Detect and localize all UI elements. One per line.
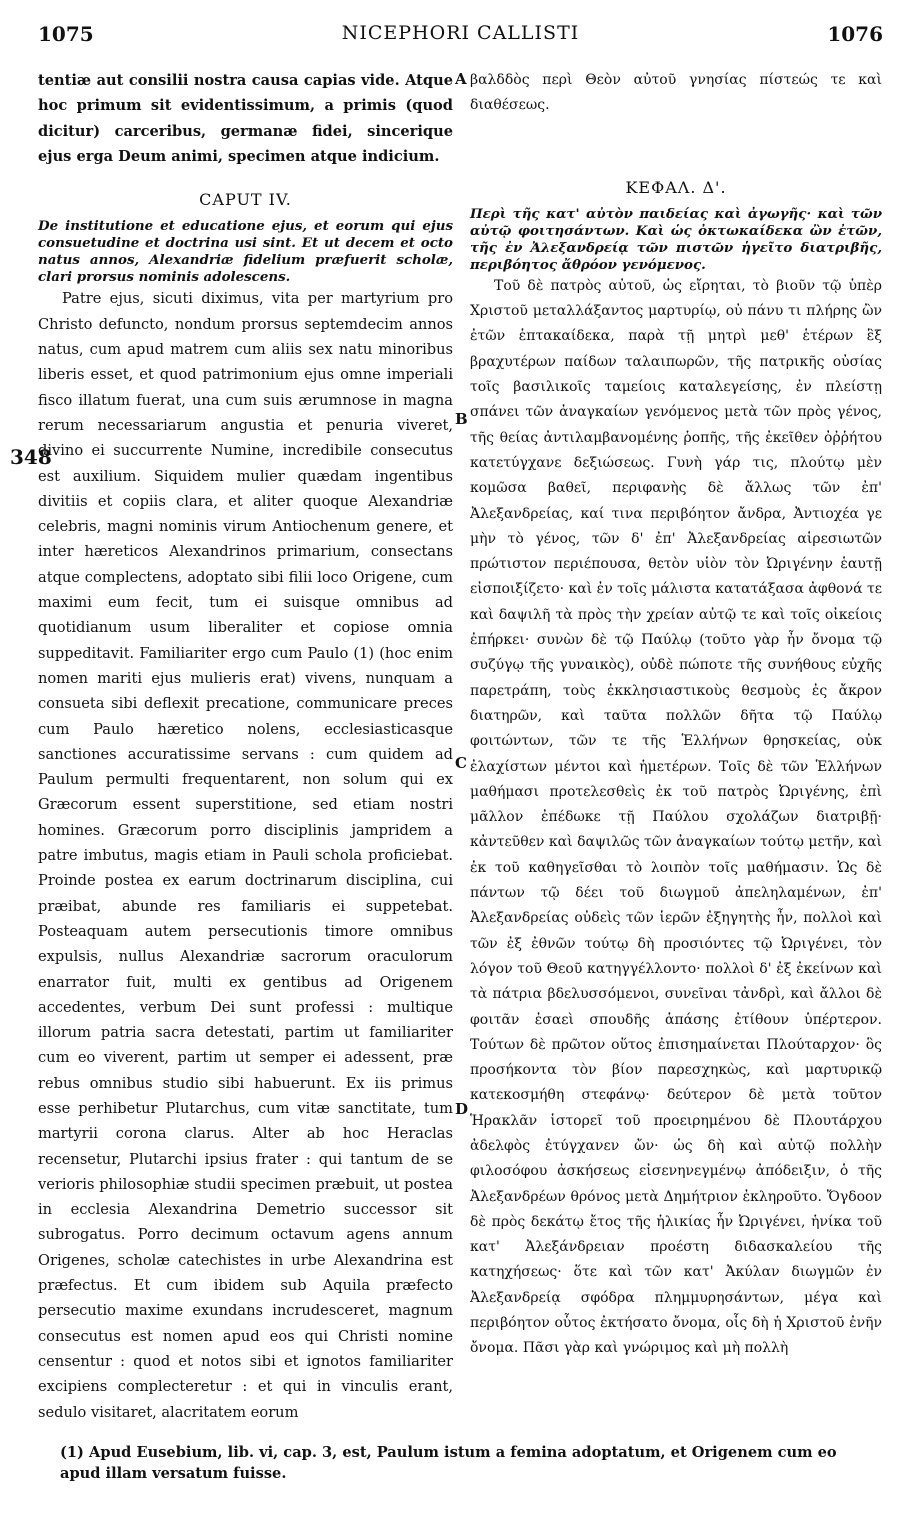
latin-chapter-heading: CAPUT IV.	[199, 190, 292, 210]
greek-chapter-summary: Περὶ τῆς κατ' αὐτὸν παιδείας καὶ ἀγωγῆς· καὶ τῶν αὐτῷ φοιτησάντων. Καὶ ὡς ὀκτωκαίδεκα ὢν ἐτῶν, τῆς ἐν Ἀλεξανδρείᾳ τῶν πιστῶν ἡγεῖτο διατριβῆς, περιβόητος ἄθρόον γενόμενος.	[470, 205, 882, 273]
latin-body: Patre ejus, sicuti diximus, vita per martyrium pro Christo defuncto, nondum prorsus septemdecim annos natus, cum apud matrem cum aliis sex natu minoribus liberis esset, et quod patrimonium ejus omne imperiali fisco illatum fuerat, una cum suis ærumnose in magna rerum necessariarum angustia et penuria viveret, divino ei succurrente Numine, incredibile consecutus est auxilium. Siquidem mulier quædam ingentibus divitiis et copiis clara, et aliter quoque Alexandriæ celebris, magni nominis virum Antiochenum genere, et inter hæreticos Alexandrinos primarium, consectans atque complectens, adoptato sibi filii loco Origene, cum maximi eum fecit, tum ei suisque omnibus ad quotidianum usum liberaliter et copiose omnia suppeditavit. Familiariter ergo cum Paulo (1) (hoc enim nomen mariti ejus mulieris erat) vivens, nunquam a consueta sibi deflexit precatione, communicare preces cum Paulo hæretico nolens, ecclesiasticasque sanctiones accuratissime servans : cum quidem ad Paulum permulti frequentarent, non solum qui ex Græcorum essent superstitione, sed etiam nostri homines. Græcorum porro disciplinis jampridem a patre imbutus, magis etiam in Pauli schola proficiebat. Proinde postea ex earum doctrinarum disciplina, cui præibat, abunde res familiaris ei suppetebat. Posteaquam autem persecutionis timore omnibus expulsis, nullus Alexandriæ sacrorum oraculorum enarrator fuit, multi ex gentibus ad Origenem accedentes, verbum Dei sunt professi : multique illorum patria sacra detestati, partim ut familiariter cum eo viverent, partim ut semper ei adessent, præ rebus omnibus studio sibi habuerunt. Ex iis primus esse perhibetur Plutarchus, cum vitæ sanctitate, tum martyrii corona clarus. Alter ab hoc Heraclas recensetur, Plutarchi ipsius frater : qui tantum de se verioris philosophiæ studii specimen præbuit, ut postea in ecclesia Alexandrina Demetrio successor sit subrogatus. Porro decimum octavum agens annum Origenes, scholæ catechistes in urbe Alexandrina est præfectus. Et cum ibidem sub Aquila præfecto persecutio maxime exundans incrudesceret, magnum consecutus est nomen apud eos qui Christi nomine censentur : quod et notos sibi et ignotos familiariter excipiens complecteretur : et qui in vinculis erant, sedulo visitaret, alacritatem eorum	[38, 290, 453, 1421]
margin-letter-a: A	[455, 70, 467, 88]
page-number-left: 1075	[38, 22, 94, 46]
page-number-right: 1076	[827, 22, 883, 46]
latin-intro: tentiæ aut consilii nostra causa capias vide. Atque hoc primum sit evidentissimum, a primis (quod dicitur) carceribus, germanæ fidei, sincerique ejus erga Deum animi, specimen atque indicium.	[38, 72, 453, 165]
page-header	[38, 22, 883, 52]
latin-chapter-summary: De institutione et educatione ejus, et eorum qui ejus consuetudine et doctrina usi sint. Et ut decem et octo natus annos, Alexandriæ fidelium præfuerit scholæ, clari prorsus nominis adolescens.	[38, 218, 453, 286]
greek-body: Τοῦ δὲ πατρὸς αὐτοῦ, ὡς εἴρηται, τὸ βιοῦν τῷ ὑπὲρ Χριστοῦ μεταλλάξαντος μαρτυρίῳ, οὐ πάνυ τι πλήρης ὢν ἐτῶν ἑπτακαίδεκα, παρὰ τῇ μητρὶ μεθ' ἑτέρων ἓξ βραχυτέρων παίδων ταλαιπωρῶν, τῆς πατρικῆς οὐσίας τοῖς βασιλικοῖς ταμείοις καταλεγείσης, ἐν πλείστῃ σπάνει τῶν ἀναγκαίων γενόμενος μετὰ τῶν πρὸς γένος, τῆς θείας ἀντιλαμβανομένης ῥοπῆς, τῆς ἐκεῖθεν ὀῤῥήτου κατετύγχανε δεξιώσεως. Γυνὴ γάρ τις, πλούτῳ μὲν κομῶσα βαθεῖ, περιφανὴς δὲ ἄλλως τῶν ἐπ' Ἀλεξανδρείας, καί τινα περιβόητον ἄνδρα, Ἀντιοχέα γε μὴν τὸ γένος, τῶν δ' ἐπ' Ἀλεξανδρείας αἱρεσιωτῶν πρώτιστον περιέπουσα, θετὸν υἱὸν τὸν Ὠριγένην ἑαυτῇ εἰσποιξίζετο· καὶ ἐν τοῖς μάλιστα κατατάξασα ἀφθονά τε καὶ δαψιλῆ τὰ πρὸς τὴν χρείαν αὐτῷ τε καὶ τοῖς οἰκείοις ἐπήρκει· συνὼν δὲ τῷ Παύλῳ (τοῦτο γὰρ ἦν ὄνομα τῷ συζύγῳ τῆς γυναικὸς), οὐδὲ πώποτε τῆς συνήθους εὐχῆς παρετράπη, τοὺς ἐκκλησιαστικοὺς θεσμοὺς ἐς ἄκρον διατηρῶν, καὶ ταῦτα πολλῶν δῆτα τῷ Παύλῳ φοιτώντων, τῶν τε τῆς Ἑλλήνων θρησκείας, οὐκ ἐλαχίστων μέντοι καὶ ἡμετέρων. Τοῖς δὲ τῶν Ἑλλήνων μαθήμασι προτελεσθεὶς ἐκ τοῦ πατρὸς Ὠριγένης, ἐπὶ μᾶλλον ἐπέδωκε τῇ Παύλου σχολάζων διατριβῇ· κἀντεῦθεν καὶ δαψιλῶς τῶν ἀναγκαίων τούτῳ μετῆν, καὶ ἐκ τοῦ καθηγεῖσθαι τὸ λοιπὸν τοῖς μαθήμασιν. Ὡς δὲ πάντων τῷ δέει τοῦ διωγμοῦ ἀπεληλαμένων, ἐπ' Ἀλεξανδρείας οὐδεὶς τῶν ἱερῶν ἐξηγητὴς ἦν, πολλοὶ καὶ τῶν ἐξ ἐθνῶν τούτῳ δὴ προσιόντες τῷ Ὠριγένει, τὸν λόγον τοῦ Θεοῦ κατηγγέλλοντο· πολλοὶ δ' ἐξ ἐκείνων καὶ τὰ πάτρια βδελυσσόμενοι, συνεῖναι τἀνδρὶ, καὶ ἄλλοι δὲ φοιτᾶν ἐσαεὶ σπουδῆς ἁπάσης ἐτίθουν ὑπέρτερον. Τούτων δὲ πρῶτον οὕτος ἐπισημαίνεται Πλούταρχον· ὃς προσήκοντα τὸν βίον παρεσχηκὼς, καὶ μαρτυρικῷ κατεκοσμήθη στεφάνῳ· δεύτερον δὲ μετὰ τοῦτον Ἡρακλᾶν ἱστορεῖ τοῦ προειρημένου δὲ Πλουτάρχου ἀδελφὸς ἐτύγχανεν ὤν· ὡς δὴ καὶ αὐτῷ πολλὴν φιλοσόφου ἀσκήσεως εἰσενηνεγμένῳ ἀπόδειξιν, ὁ τῆς Ἀλεξανδρέων θρόνος μετὰ Δημήτριον ἐκληροῦτο. Ὄγδοον δὲ πρὸς δεκάτῳ ἔτος τῆς ἡλικίας ἦν Ὠριγένει, ἡνίκα τοῦ κατ' Ἀλεξάνδρειαν προέστη διδασκαλείου τῆς κατηχήσεως· ὅτε καὶ τῶν κατ' Ἀκύλαν διωγμῶν ἐν Ἀλεξανδρείᾳ σφόδρα πλημμυρησάντων, μέγα καὶ περιβόητον οὗτος ἐκτήσατο ὄνομα, οἷς δὴ ἡ Χριστοῦ ἐνῆν ὄνομα. Πᾶσι γὰρ καὶ γνώριμος καὶ μὴ πολλὴ	[470, 277, 882, 1357]
latin-column	[38, 68, 453, 1425]
margin-letter-c: C	[455, 754, 467, 772]
running-title: NICEPHORI CALLISTI	[341, 22, 580, 44]
margin-column-number: 348	[10, 445, 52, 469]
greek-chapter-heading: ΚΕΦΑΛ. Δ'.	[625, 177, 727, 197]
greek-column	[470, 68, 882, 1362]
greek-intro: βαλδδὸς περὶ Θεὸν αὐτοῦ γνησίας πίστεώς τε καὶ διαθέσεως.	[470, 72, 882, 114]
margin-letter-d: D	[455, 1100, 469, 1118]
footnote: (1) Apud Eusebium, lib. vi, cap. 3, est, Paulum istum a femina adoptatum, et Origenem cum eo apud illam versatum fuisse.	[60, 1444, 837, 1482]
margin-letter-b: B	[455, 410, 468, 428]
